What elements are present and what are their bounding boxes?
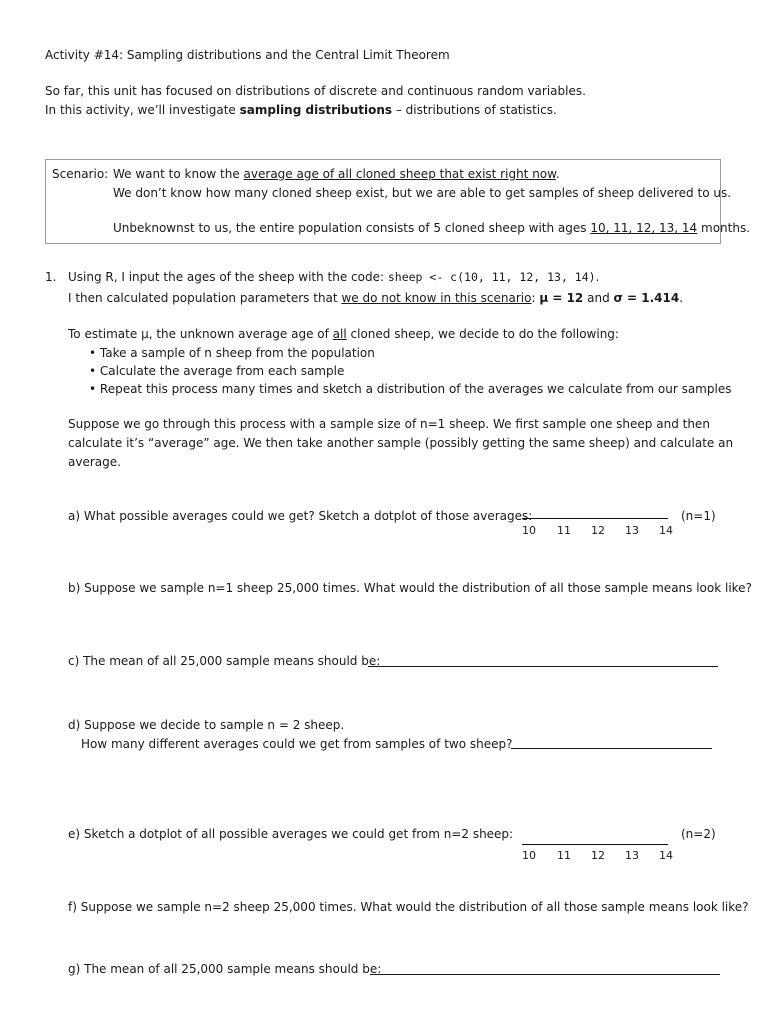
dotplot-axis-n2[interactable] <box>522 844 668 845</box>
axis-tick-label: 12 <box>591 524 605 537</box>
scenario-text: Unbeknownst to us, the entire population consists of 5 cloned sheep with ages <box>113 221 591 235</box>
scenario-line-1 <box>113 167 560 181</box>
part-f-question: f) Suppose we sample n=2 sheep 25,000 times. What would the distribution of all those sample means look like? <box>68 900 749 914</box>
scenario-period: . <box>555 167 560 181</box>
q1-line-2 <box>68 291 683 305</box>
n2-label: (n=2) <box>681 827 716 841</box>
dotplot-axis-n1[interactable] <box>522 518 668 519</box>
intro-line-1: So far, this unit has focused on distributions of discrete and continuous random variables. <box>45 84 586 98</box>
scenario-text-end: months. <box>697 221 751 235</box>
sheep-ages: 10, 11, 12, 13, 14 <box>590 221 698 235</box>
list-item: • Repeat this process many times and sketch a distribution of the averages we calculate from our samples <box>89 382 732 396</box>
list-item: • Calculate the average from each sample <box>89 364 345 378</box>
intro-text: In this activity, we’ll investigate <box>45 103 240 117</box>
q1-line-1 <box>68 270 599 284</box>
paragraph-line: Suppose we go through this process with a sample size of n=1 sheep. We first sample one sheep and then <box>68 417 710 431</box>
scenario-line-3 <box>113 221 750 235</box>
page-title: Activity #14: Sampling distributions and the Central Limit Theorem <box>45 48 450 62</box>
q1-period-2: . <box>679 291 684 305</box>
part-b-question: b) Suppose we sample n=1 sheep 25,000 times. What would the distribution of all those sample means look like? <box>68 581 752 595</box>
question-number: 1. <box>45 270 57 284</box>
axis-tick-label: 11 <box>557 849 571 862</box>
q1-period: . <box>595 270 600 284</box>
intro-bold-term: sampling distributions <box>239 103 393 117</box>
scenario-label: Scenario: <box>52 167 109 181</box>
part-g-question: g) The mean of all 25,000 sample means should be: <box>68 962 382 976</box>
part-d-question-2: How many different averages could we get from samples of two sheep? <box>81 737 513 751</box>
scenario-line-2: We don’t know how many cloned sheep exist, but we are able to get samples of sheep delivered to us. <box>113 186 732 200</box>
mu-value: μ = 12 <box>539 291 584 305</box>
q1-text: Using R, I input the ages of the sheep with the code: <box>68 270 388 284</box>
q1-colon: : <box>531 291 540 305</box>
q1-line-3 <box>68 327 619 341</box>
axis-tick-label: 10 <box>522 849 536 862</box>
paragraph-line: average. <box>68 455 121 469</box>
part-a-question: a) What possible averages could we get? Sketch a dotplot of those averages: <box>68 509 533 523</box>
q1-text: I then calculated population parameters that <box>68 291 342 305</box>
r-code: sheep <- c(10, 11, 12, 13, 14) <box>387 270 596 284</box>
q1-underlined: we do not know in this scenario <box>341 291 532 305</box>
n1-label: (n=1) <box>681 509 716 523</box>
answer-blank-d[interactable] <box>511 748 712 749</box>
axis-tick-label: 11 <box>557 524 571 537</box>
axis-tick-label: 13 <box>625 524 639 537</box>
part-c-question: c) The mean of all 25,000 sample means should be: <box>68 654 381 668</box>
q1-underlined-all: all <box>332 327 347 341</box>
answer-blank-g[interactable] <box>370 974 720 975</box>
scenario-underlined: average age of all cloned sheep that exist right now <box>243 167 556 181</box>
list-item: • Take a sample of n sheep from the population <box>89 346 375 360</box>
answer-blank-c[interactable] <box>368 666 718 667</box>
axis-tick-label: 14 <box>659 849 673 862</box>
q1-text: To estimate μ, the unknown average age of <box>68 327 333 341</box>
axis-tick-label: 12 <box>591 849 605 862</box>
q1-text-end: cloned sheep, we decide to do the following: <box>346 327 619 341</box>
intro-text-end: – distributions of statistics. <box>392 103 557 117</box>
intro-line-2 <box>45 103 557 117</box>
paragraph-line: calculate it’s “average” age. We then take another sample (possibly getting the same sheep) and calculate an <box>68 436 734 450</box>
axis-tick-label: 13 <box>625 849 639 862</box>
q1-and: and <box>583 291 614 305</box>
axis-tick-label: 10 <box>522 524 536 537</box>
axis-tick-label: 14 <box>659 524 673 537</box>
sigma-value: σ = 1.414 <box>613 291 680 305</box>
scenario-text: We want to know the <box>113 167 244 181</box>
part-d-question-1: d) Suppose we decide to sample n = 2 sheep. <box>68 718 345 732</box>
part-e-question: e) Sketch a dotplot of all possible averages we could get from n=2 sheep: <box>68 827 514 841</box>
